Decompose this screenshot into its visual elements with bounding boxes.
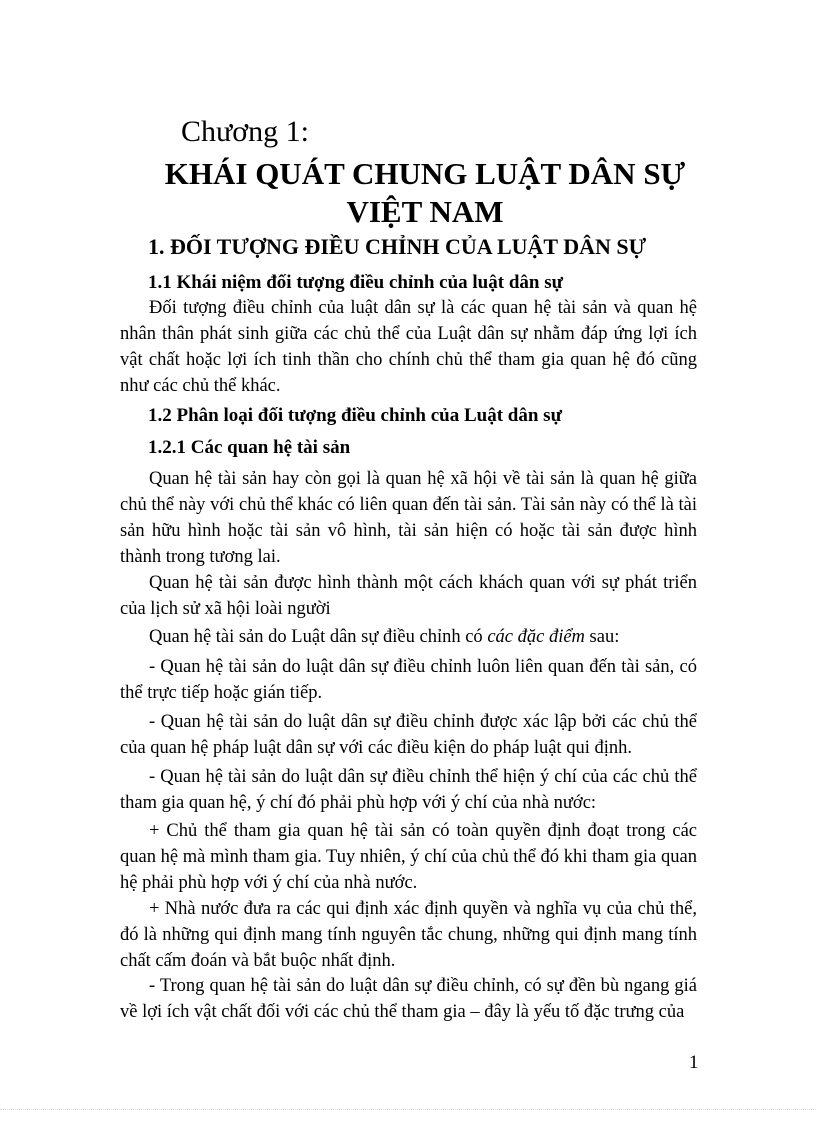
chapter-title-line1: KHÁI QUÁT CHUNG LUẬT DÂN SỰ	[164, 156, 686, 191]
paragraph-p2: Quan hệ tài sản được hình thành một cách khách quan với sự phát triển của lịch sử xã hội loài người	[120, 573, 697, 619]
paragraph-p9: - Trong quan hệ tài sản do luật dân sự điều chỉnh, có sự đền bù ngang giá về lợi ích vật chất đối với các chủ thể tham gia – đây là yếu tố đặc trưng của	[120, 976, 697, 1022]
footer-divider	[0, 1109, 816, 1110]
paragraph-p3-after: sau:	[584, 627, 620, 647]
paragraph-p3	[120, 624, 697, 650]
subsection-heading-1-2-1: 1.2.1 Các quan hệ tài sản	[148, 437, 351, 458]
paragraph-p3-italic: các đặc điểm	[487, 627, 585, 647]
section-heading-1: 1. ĐỐI TƯỢNG ĐIỀU CHỈNH CỦA LUẬT DÂN SỰ	[148, 234, 647, 259]
paragraph-p6: - Quan hệ tài sản do luật dân sự điều chỉnh thể hiện ý chí của các chủ thể tham gia quan hệ, ý chí đó phải phù hợp với ý chí của nhà nước:	[120, 767, 697, 813]
paragraph-p3-before: Quan hệ tài sản do Luật dân sự điều chỉnh có	[149, 627, 488, 647]
subsection-heading-1-1: 1.1 Khái niệm đối tượng điều chỉnh của luật dân sự	[148, 272, 564, 293]
paragraph-p8: + Nhà nước đưa ra các qui định xác định quyền và nghĩa vụ của chủ thể, đó là những qui định mang tính nguyên tắc chung, những qui định mang tính chất cấm đoán và bắt buộc nhất định.	[120, 899, 697, 971]
subsection-heading-1-2: 1.2 Phân loại đối tượng điều chỉnh của Luật dân sự	[148, 405, 562, 426]
page-number: 1	[689, 1052, 699, 1073]
paragraph-p1: Quan hệ tài sản hay còn gọi là quan hệ xã hội về tài sản là quan hệ giữa chủ thể này với chủ thể khác có liên quan đến tài sản. Tài sản này có thể là tài sản hữu hình hoặc tài sản vô hình, tài sản hiện có hoặc tài sản được hình thành trong tương lai.	[120, 469, 697, 567]
paragraph-p5: - Quan hệ tài sản do luật dân sự điều chỉnh được xác lập bởi các chủ thể của quan hệ pháp luật dân sự với các điều kiện do pháp luật qui định.	[120, 712, 697, 758]
chapter-title-line2: VIỆT NAM	[346, 194, 504, 229]
chapter-label: Chương 1:	[181, 115, 309, 148]
paragraph-p7: + Chủ thể tham gia quan hệ tài sản có toàn quyền định đoạt trong các quan hệ mà mình tham gia. Tuy nhiên, ý chí của chủ thể đó khi tham gia quan hệ phải phù hợp với ý chí của nhà nước.	[120, 821, 697, 893]
paragraph-p4: - Quan hệ tài sản do luật dân sự điều chỉnh luôn liên quan đến tài sản, có thể trực tiếp hoặc gián tiếp.	[120, 657, 697, 703]
paragraph-1-1: Đối tượng điều chỉnh của luật dân sự là các quan hệ tài sản và quan hệ nhân thân phát sinh giữa các chủ thể của Luật dân sự nhằm đáp ứng lợi ích vật chất hoặc lợi ích tinh thần cho chính chủ thể tham gia quan hệ đó cũng như các chủ thể khác.	[120, 298, 697, 396]
